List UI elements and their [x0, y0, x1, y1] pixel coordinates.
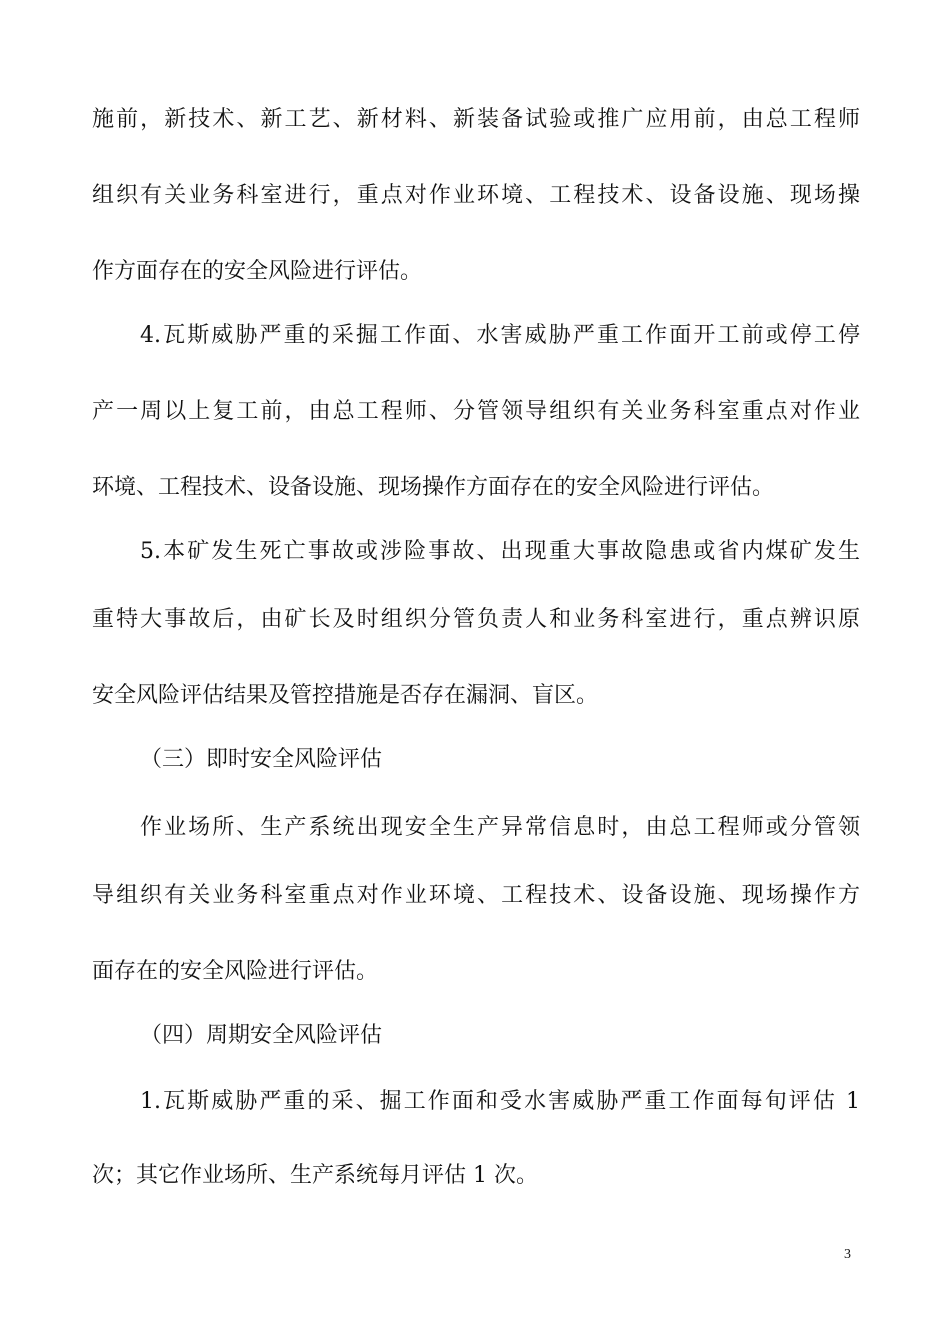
paragraph-line: 面存在的安全风险进行评估。 — [92, 959, 379, 984]
paragraph-line: 环境、工程技术、设备设施、现场操作方面存在的安全风险进行评估。 — [92, 475, 775, 500]
paragraph-line: 1.瓦斯威胁严重的采、掘工作面和受水害威胁严重工作面每旬评估 1 — [140, 1089, 860, 1114]
section-heading: （四）周期安全风险评估 — [140, 1023, 383, 1048]
paragraph-line: 5.本矿发生死亡事故或涉险事故、出现重大事故隐患或省内煤矿发生 — [140, 539, 860, 564]
paragraph-line: 导组织有关业务科室重点对作业环境、工程技术、设备设施、现场操作方 — [92, 883, 860, 908]
paragraph-line: 施前，新技术、新工艺、新材料、新装备试验或推广应用前，由总工程师 — [92, 107, 860, 132]
section-heading: （三）即时安全风险评估 — [140, 747, 383, 772]
paragraph-line: 组织有关业务科室进行，重点对作业环境、工程技术、设备设施、现场操 — [92, 183, 860, 208]
paragraph-line: 作业场所、生产系统出现安全生产异常信息时，由总工程师或分管领 — [140, 815, 860, 840]
page-number: 3 — [844, 1247, 851, 1262]
paragraph-line: 作方面存在的安全风险进行评估。 — [92, 259, 423, 284]
paragraph-line: 安全风险评估结果及管控措施是否存在漏洞、盲区。 — [92, 683, 599, 708]
paragraph-line: 4.瓦斯威胁严重的采掘工作面、水害威胁严重工作面开工前或停工停 — [140, 323, 860, 348]
paragraph-line: 次；其它作业场所、生产系统每月评估 1 次。 — [92, 1163, 538, 1188]
paragraph-line: 产一周以上复工前，由总工程师、分管领导组织有关业务科室重点对作业 — [92, 399, 860, 424]
paragraph-line: 重特大事故后，由矿长及时组织分管负责人和业务科室进行，重点辨识原 — [92, 607, 860, 632]
